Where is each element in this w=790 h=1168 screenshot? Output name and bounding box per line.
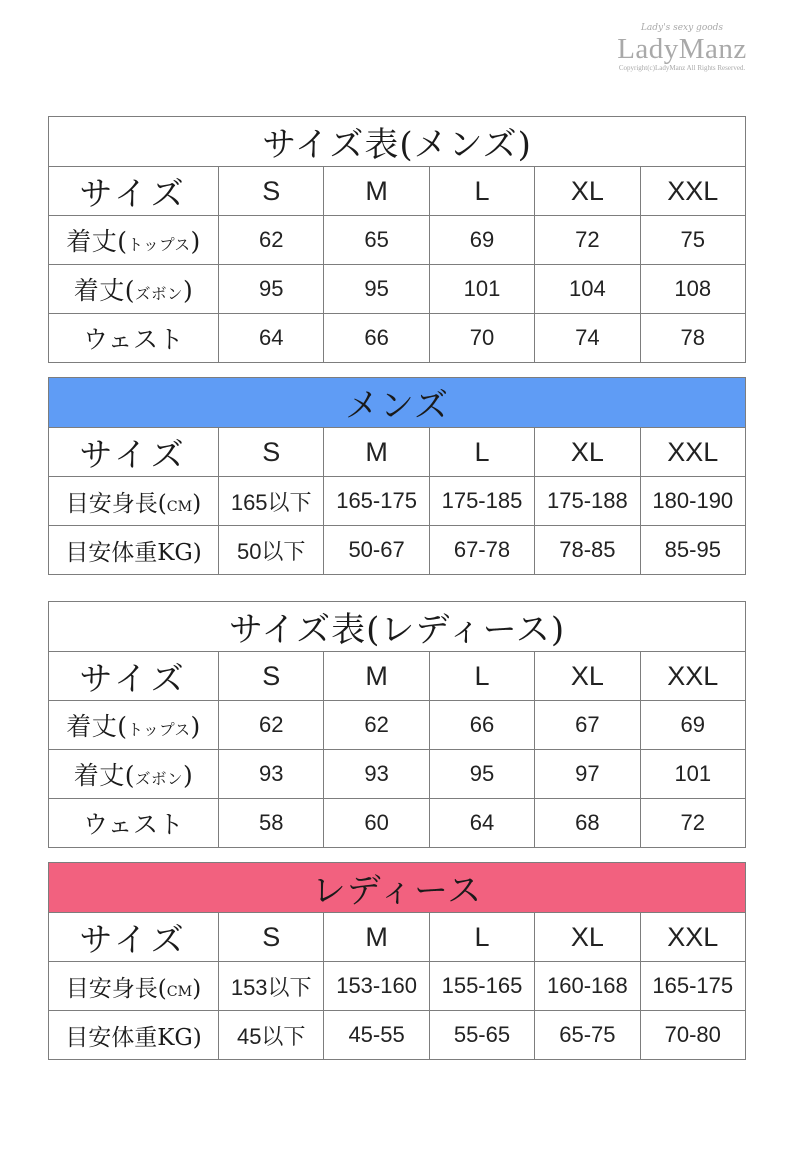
size-header-cell: XXL (640, 428, 745, 477)
size-header-cell: XL (535, 913, 640, 962)
value-cell: 175-185 (429, 477, 534, 526)
value-cell: 160-168 (535, 962, 640, 1011)
value-cell: 64 (219, 314, 324, 363)
table-title-row (49, 117, 746, 167)
row-label-waist: ウェスト (49, 314, 219, 363)
value-cell: 62 (219, 701, 324, 750)
value-cell: 62 (219, 216, 324, 265)
row-label-waist: ウェスト (49, 799, 219, 848)
value-cell: 66 (324, 314, 429, 363)
size-header-cell: XXL (640, 652, 745, 701)
row-label-tops-length: 着丈(トップス) (49, 216, 219, 265)
size-header-cell: M (324, 652, 429, 701)
value-cell: 95 (219, 265, 324, 314)
value-cell: 93 (324, 750, 429, 799)
value-cell: 97 (535, 750, 640, 799)
value-cell: 64 (429, 799, 534, 848)
logo-tagline: Lady's sexy goods (640, 23, 724, 33)
table-title-row (49, 863, 746, 913)
value-cell: 67 (535, 701, 640, 750)
value-cell: 66 (429, 701, 534, 750)
brand-logo (602, 22, 762, 72)
table-row (49, 962, 746, 1011)
value-cell: 104 (535, 265, 640, 314)
size-header-cell: XL (535, 167, 640, 216)
value-cell: 165以下 (219, 477, 324, 526)
ladies-size-table (48, 601, 746, 848)
size-header-cell: S (219, 652, 324, 701)
value-cell: 78 (640, 314, 745, 363)
table-title: サイズ表(レディース) (49, 602, 746, 652)
row-label-weight: 目安体重KG) (49, 1011, 219, 1060)
row-label-height: 目安身長(CM) (49, 962, 219, 1011)
value-cell: 78-85 (535, 526, 640, 575)
table-row (49, 314, 746, 363)
table-title-row (49, 378, 746, 428)
value-cell: 69 (640, 701, 745, 750)
value-cell: 62 (324, 701, 429, 750)
size-header-cell: M (324, 913, 429, 962)
table-row (49, 526, 746, 575)
size-header-cell: XXL (640, 913, 745, 962)
size-header-cell: M (324, 428, 429, 477)
size-header-label: サイズ (49, 167, 219, 216)
size-header-label: サイズ (49, 428, 219, 477)
table-row (49, 701, 746, 750)
value-cell: 50以下 (219, 526, 324, 575)
size-header-cell: L (429, 652, 534, 701)
mens-size-table (48, 116, 746, 363)
value-cell: 68 (535, 799, 640, 848)
size-header-label: サイズ (49, 913, 219, 962)
value-cell: 55-65 (429, 1011, 534, 1060)
size-header-cell: L (429, 913, 534, 962)
size-header-cell: S (219, 913, 324, 962)
size-header-cell: XL (535, 428, 640, 477)
value-cell: 101 (429, 265, 534, 314)
size-header-cell: S (219, 167, 324, 216)
size-header-row (49, 167, 746, 216)
row-label-height: 目安身長(CM) (49, 477, 219, 526)
size-header-cell: S (219, 428, 324, 477)
value-cell: 67-78 (429, 526, 534, 575)
value-cell: 165-175 (640, 962, 745, 1011)
value-cell: 108 (640, 265, 745, 314)
size-header-cell: L (429, 428, 534, 477)
table-row (49, 216, 746, 265)
value-cell: 93 (219, 750, 324, 799)
size-header-row (49, 652, 746, 701)
table-title: サイズ表(メンズ) (49, 117, 746, 167)
size-header-cell: L (429, 167, 534, 216)
value-cell: 50-67 (324, 526, 429, 575)
row-label-pants-length: 着丈(ズボン) (49, 265, 219, 314)
size-header-row (49, 913, 746, 962)
ladies-banner: レディース (49, 863, 746, 913)
size-header-cell: XL (535, 652, 640, 701)
table-row (49, 799, 746, 848)
value-cell: 45-55 (324, 1011, 429, 1060)
value-cell: 69 (429, 216, 534, 265)
value-cell: 75 (640, 216, 745, 265)
table-title-row (49, 602, 746, 652)
row-label-weight: 目安体重KG) (49, 526, 219, 575)
size-header-cell: M (324, 167, 429, 216)
value-cell: 60 (324, 799, 429, 848)
row-label-pants-length: 着丈(ズボン) (49, 750, 219, 799)
value-cell: 101 (640, 750, 745, 799)
value-cell: 85-95 (640, 526, 745, 575)
value-cell: 45以下 (219, 1011, 324, 1060)
table-row (49, 477, 746, 526)
table-row (49, 750, 746, 799)
value-cell: 95 (429, 750, 534, 799)
value-cell: 165-175 (324, 477, 429, 526)
value-cell: 70-80 (640, 1011, 745, 1060)
size-header-cell: XXL (640, 167, 745, 216)
mens-banner: メンズ (49, 378, 746, 428)
value-cell: 72 (535, 216, 640, 265)
value-cell: 153-160 (324, 962, 429, 1011)
value-cell: 74 (535, 314, 640, 363)
size-header-label: サイズ (49, 652, 219, 701)
row-label-tops-length: 着丈(トップス) (49, 701, 219, 750)
mens-guide-table (48, 377, 746, 575)
logo-name: LadyManz (617, 33, 747, 65)
value-cell: 72 (640, 799, 745, 848)
value-cell: 65 (324, 216, 429, 265)
value-cell: 153以下 (219, 962, 324, 1011)
value-cell: 95 (324, 265, 429, 314)
value-cell: 58 (219, 799, 324, 848)
value-cell: 180-190 (640, 477, 745, 526)
table-row (49, 265, 746, 314)
value-cell: 175-188 (535, 477, 640, 526)
table-row (49, 1011, 746, 1060)
ladies-guide-table (48, 862, 746, 1060)
value-cell: 65-75 (535, 1011, 640, 1060)
logo-copyright: Copyright(c)LadyManz All Rights Reserved. (618, 64, 746, 72)
value-cell: 70 (429, 314, 534, 363)
value-cell: 155-165 (429, 962, 534, 1011)
size-header-row (49, 428, 746, 477)
